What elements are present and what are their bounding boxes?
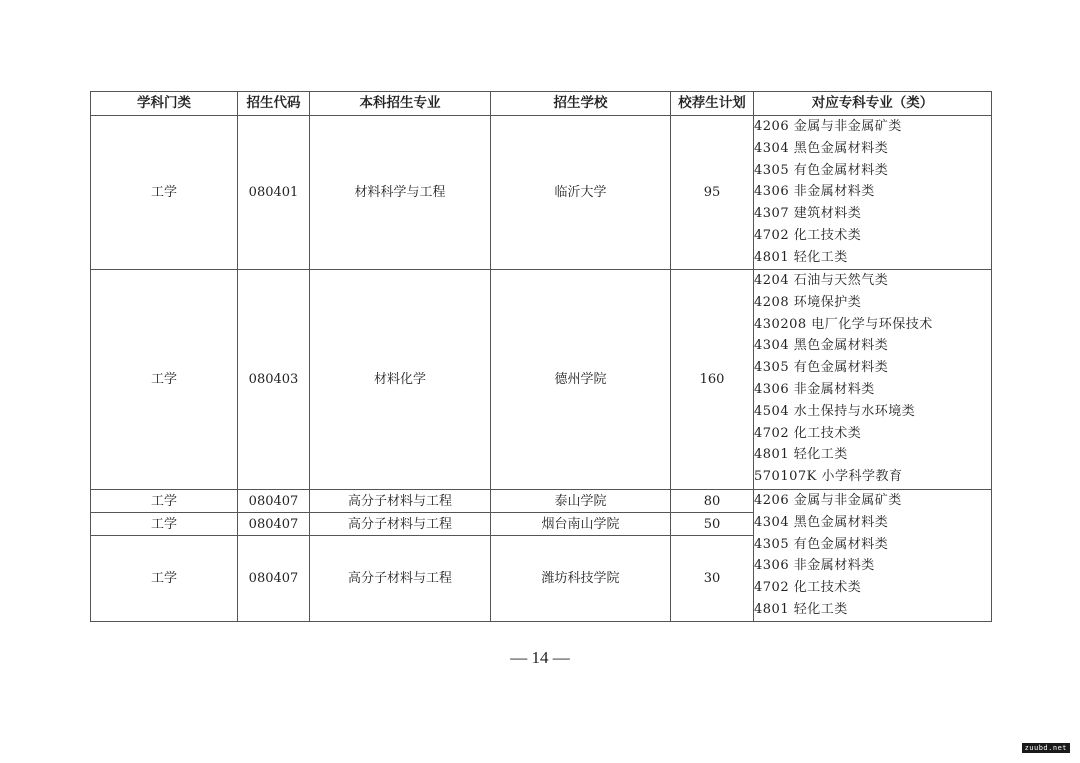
- specialty-item: 4702 化工技术类: [754, 580, 862, 596]
- category-cell: 工学: [91, 513, 238, 536]
- major-cell: 材料科学与工程: [310, 116, 491, 270]
- plan-cell: 30: [671, 536, 754, 622]
- specialty-cell: [754, 270, 992, 490]
- specialty-cell: [754, 116, 992, 270]
- specialty-cell: [754, 490, 992, 622]
- code-cell: 080403: [238, 270, 310, 490]
- specialty-item: 4305 有色金属材料类: [754, 360, 889, 376]
- specialty-item: 4304 黑色金属材料类: [754, 338, 889, 354]
- specialty-item: 4306 非金属材料类: [754, 381, 875, 397]
- category-cell: 工学: [91, 116, 238, 270]
- major-cell: 高分子材料与工程: [310, 513, 491, 536]
- table-row: [91, 270, 992, 490]
- specialty-item: 4304 黑色金属材料类: [754, 514, 889, 530]
- school-cell: 潍坊科技学院: [491, 536, 671, 622]
- specialty-item: 4306 非金属材料类: [754, 558, 875, 574]
- specialty-item: 4306 非金属材料类: [754, 184, 875, 200]
- enrollment-table: [90, 91, 992, 622]
- school-cell: 德州学院: [491, 270, 671, 490]
- major-cell: 材料化学: [310, 270, 491, 490]
- category-cell: 工学: [91, 490, 238, 513]
- specialty-item: 430208 电厂化学与环保技术: [754, 316, 933, 332]
- specialty-item: 4801 轻化工类: [754, 249, 848, 265]
- specialty-item: 4504 水土保持与水环境类: [754, 403, 916, 419]
- specialty-item: 4307 建筑材料类: [754, 206, 862, 222]
- code-cell: 080401: [238, 116, 310, 270]
- plan-cell: 160: [671, 270, 754, 490]
- header-code: 招生代码: [238, 92, 310, 116]
- specialty-item: 4304 黑色金属材料类: [754, 140, 889, 156]
- plan-cell: 95: [671, 116, 754, 270]
- specialty-item: 4801 轻化工类: [754, 447, 848, 463]
- specialty-item: 4206 金属与非金属矿类: [754, 119, 902, 134]
- plan-cell: 50: [671, 513, 754, 536]
- header-category: 学科门类: [91, 92, 238, 116]
- specialty-item: 4305 有色金属材料类: [754, 536, 889, 552]
- category-cell: 工学: [91, 536, 238, 622]
- specialty-item: 4702 化工技术类: [754, 425, 862, 441]
- table-header-row: [91, 92, 992, 116]
- table-row: [91, 116, 992, 270]
- code-cell: 080407: [238, 490, 310, 513]
- code-cell: 080407: [238, 513, 310, 536]
- header-major: 本科招生专业: [310, 92, 491, 116]
- plan-cell: 80: [671, 490, 754, 513]
- specialty-item: 4702 化工技术类: [754, 227, 862, 243]
- school-cell: 烟台南山学院: [491, 513, 671, 536]
- specialty-item: 4206 金属与非金属矿类: [754, 493, 902, 508]
- major-cell: 高分子材料与工程: [310, 536, 491, 622]
- page-number: — 14 —: [510, 648, 570, 667]
- specialty-item: 4204 石油与天然气类: [754, 273, 889, 288]
- header-school: 招生学校: [491, 92, 671, 116]
- header-specialty: 对应专科专业（类）: [754, 92, 992, 116]
- specialty-item: 4305 有色金属材料类: [754, 162, 889, 178]
- category-cell: 工学: [91, 270, 238, 490]
- school-cell: 临沂大学: [491, 116, 671, 270]
- specialty-item: 4801 轻化工类: [754, 601, 848, 617]
- code-cell: 080407: [238, 536, 310, 622]
- header-plan: 校荐生计划: [671, 92, 754, 116]
- specialty-item: 4208 环境保护类: [754, 294, 862, 310]
- school-cell: 泰山学院: [491, 490, 671, 513]
- table-row: [91, 490, 992, 513]
- specialty-item: 570107K 小学科学教育: [754, 469, 903, 485]
- watermark: zuubd.net: [1022, 743, 1070, 753]
- major-cell: 高分子材料与工程: [310, 490, 491, 513]
